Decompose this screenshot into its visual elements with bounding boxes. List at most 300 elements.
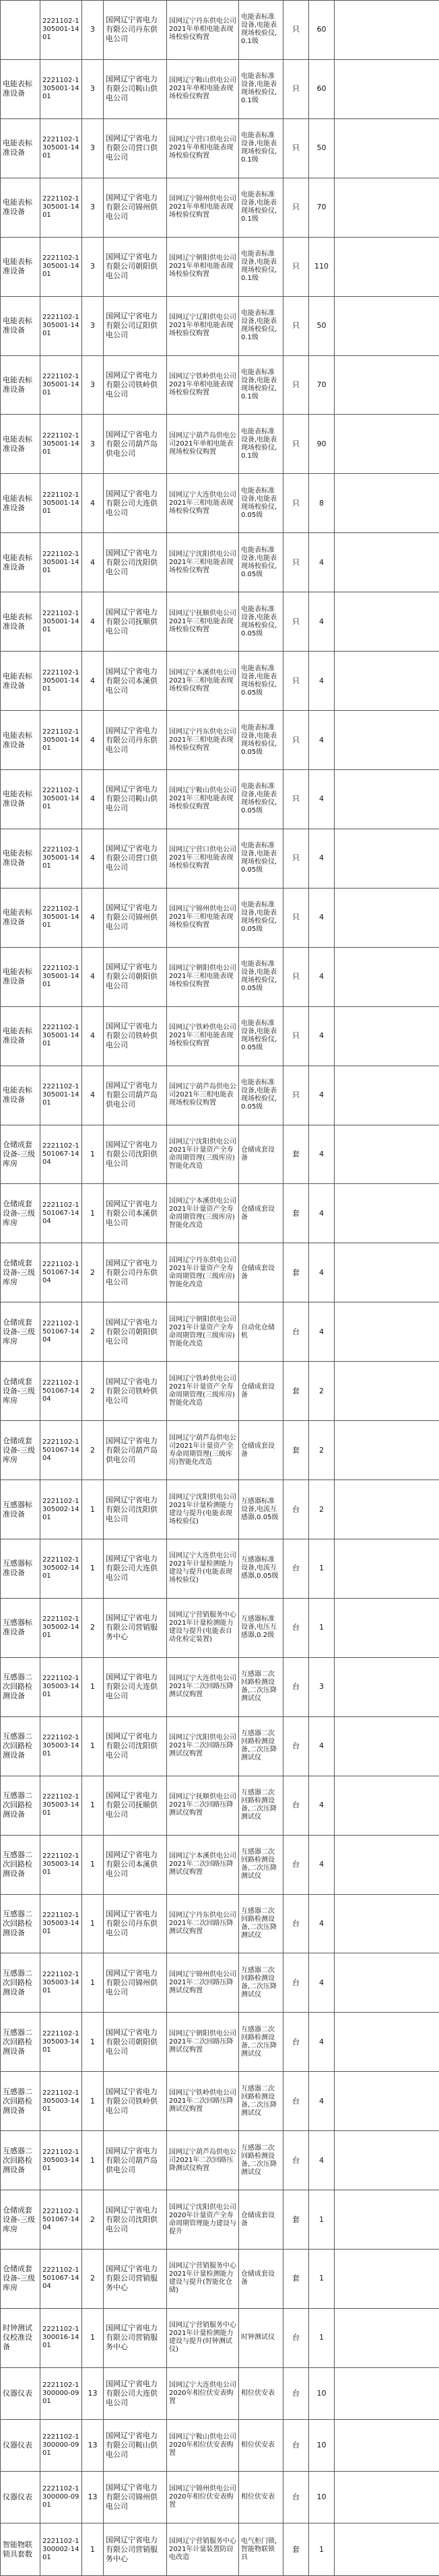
spec-cell: 互感器二次回路检测设备,二次压降测试仪: [239, 1894, 283, 1953]
spec-cell: 仓储成套设备: [239, 1184, 283, 1243]
project-name-cell: 国网辽宁锦州供电公司2021年三相电能表现场校验仪购置: [167, 888, 239, 947]
company-cell: 国网辽宁省电力有限公司大连供电公司: [104, 474, 167, 533]
blank-cell: [335, 355, 439, 415]
table-row: [1, 1480, 439, 1539]
table-row: [1, 1243, 439, 1302]
quantity-cell: 4: [309, 888, 335, 947]
company-cell: 国网辽宁省电力有限公司丹东供电公司: [104, 711, 167, 770]
lot-number-cell: 1: [82, 1776, 104, 1835]
spec-cell: 仓储成套设备: [239, 1421, 283, 1480]
material-code-cell: 2221102-1305001-1401: [40, 474, 82, 533]
unit-cell: 只: [283, 769, 309, 829]
unit-cell: 套: [283, 1362, 309, 1421]
material-name-cell: 电能表标准设备: [1, 769, 40, 829]
material-name-cell: 电能表标准设备: [1, 178, 40, 237]
quantity-cell: 70: [309, 355, 335, 415]
quantity-cell: 60: [309, 59, 335, 118]
material-name-cell: 电能表标准设备: [1, 237, 40, 296]
project-name-cell: 国网辽宁锦州供电公司2021年单相电能表现场校验仪购置: [167, 178, 239, 237]
project-name-cell: 国网辽宁铁岭供电公司2021年单相电能表现场校验仪购置: [167, 355, 239, 415]
unit-cell: 只: [283, 1066, 309, 1125]
blank-cell: [335, 1362, 439, 1421]
blank-cell: [335, 1480, 439, 1539]
blank-cell: [335, 1894, 439, 1953]
company-cell: 国网辽宁省电力有限公司丹东供电公司: [104, 1894, 167, 1953]
material-code-cell: 2221102-1305001-1401: [40, 1006, 82, 1066]
blank-cell: [335, 178, 439, 237]
company-cell: 国网辽宁省电力有限公司朝阳供电公司: [104, 2013, 167, 2072]
lot-number-cell: 2: [82, 1243, 104, 1302]
blank-cell: [335, 1716, 439, 1776]
project-name-cell: 国网辽宁大连供电公司2020年相位伏安表购置: [167, 2367, 239, 2419]
company-cell: 国网辽宁省电力有限公司大连供电公司: [104, 1539, 167, 1598]
spec-cell: 互感器二次回路检测设备,二次压降测试仪: [239, 2131, 283, 2190]
material-code-cell: 2221102-1300000-0901: [40, 2472, 82, 2523]
lot-number-cell: 1: [82, 2523, 104, 2576]
lot-number-cell: 1: [82, 1125, 104, 1184]
company-cell: 国网辽宁省电力有限公司营销服务中心: [104, 1598, 167, 1657]
spec-cell: 互感器二次回路检测设备,二次压降测试仪: [239, 1835, 283, 1894]
quantity-cell: 8: [309, 474, 335, 533]
material-code-cell: 2221102-1305001-1401: [40, 1, 82, 60]
project-name-cell: 国网辽宁大连供电公司2021年计量检测能力建设与提升(电能表现场校验仪): [167, 1539, 239, 1598]
project-name-cell: 国网辽宁葫芦岛供电公司2021年单相电能表现场校验仪购置: [167, 415, 239, 474]
spec-cell: 仓储成套设备: [239, 1243, 283, 1302]
unit-cell: 套: [283, 1421, 309, 1480]
blank-cell: [335, 711, 439, 770]
spec-cell: 电能表标准设备,电能表现场校验仪,0.05级: [239, 711, 283, 770]
project-name-cell: 国网辽宁丹东供电公司2021年二次回路压降测试仪购置: [167, 1894, 239, 1953]
quantity-cell: 4: [309, 1776, 335, 1835]
blank-cell: [335, 2308, 439, 2367]
material-code-cell: 2221102-1305003-1401: [40, 1953, 82, 2013]
spec-cell: 仓储成套设备: [239, 2250, 283, 2309]
material-name-cell: 互感器二次回路检测设备: [1, 1953, 40, 2013]
material-code-cell: 2221102-1305003-1401: [40, 2013, 82, 2072]
project-name-cell: 国网辽宁本溪供电公司2021年三相电能表现场校验仪购置: [167, 652, 239, 711]
unit-cell: 台: [283, 1776, 309, 1835]
quantity-cell: 60: [309, 1, 335, 60]
material-name-cell: 电能表标准设备: [1, 59, 40, 118]
material-name-cell: 仓储成套设备-三级库房: [1, 1125, 40, 1184]
spec-cell: 电能表标准设备,电能表现场校验仪,0.1级: [239, 415, 283, 474]
spec-cell: 时钟测试仪: [239, 2308, 283, 2367]
material-code-cell: 2221102-1501067-1404: [40, 2250, 82, 2309]
table-row: [1, 533, 439, 592]
table-row: [1, 769, 439, 829]
unit-cell: 只: [283, 59, 309, 118]
table-row: [1, 2250, 439, 2309]
table-row: [1, 2308, 439, 2367]
company-cell: 国网辽宁省电力有限公司沈阳供电公司: [104, 533, 167, 592]
material-code-cell: 2221102-1305003-1401: [40, 2072, 82, 2131]
table-row: [1, 2472, 439, 2523]
material-name-cell: 互感器二次回路检测设备: [1, 1894, 40, 1953]
project-name-cell: 国网辽宁大连供电公司2021年二次回路压降测试仪购置: [167, 1657, 239, 1716]
material-name-cell: 仓储成套设备-三级库房: [1, 1362, 40, 1421]
spec-cell: 互感器二次回路检测设备,二次压降测试仪: [239, 1953, 283, 2013]
material-code-cell: 2221102-1305002-1401: [40, 1598, 82, 1657]
blank-cell: [335, 1776, 439, 1835]
spec-cell: 电能表标准设备,电能表现场校验仪,0.1级: [239, 237, 283, 296]
quantity-cell: 4: [309, 1184, 335, 1243]
material-name-cell: 互感器二次回路检测设备: [1, 1776, 40, 1835]
lot-number-cell: 1: [82, 1716, 104, 1776]
company-cell: 国网辽宁省电力有限公司铁岭供电公司: [104, 1006, 167, 1066]
blank-cell: [335, 1125, 439, 1184]
quantity-cell: 4: [309, 769, 335, 829]
company-cell: 国网辽宁省电力有限公司鞍山供电公司: [104, 2420, 167, 2472]
quantity-cell: 4: [309, 829, 335, 888]
material-name-cell: 仓储成套设备-三级库房: [1, 1184, 40, 1243]
company-cell: 国网辽宁省电力有限公司沈阳供电公司: [104, 1716, 167, 1776]
table-row: [1, 1598, 439, 1657]
quantity-cell: 1: [309, 2250, 335, 2309]
company-cell: 国网辽宁省电力有限公司沈阳供电公司: [104, 1125, 167, 1184]
table-row: [1, 1657, 439, 1716]
unit-cell: 台: [283, 2308, 309, 2367]
blank-cell: [335, 888, 439, 947]
blank-cell: [335, 2472, 439, 2523]
blank-cell: [335, 947, 439, 1006]
blank-cell: [335, 2013, 439, 2072]
quantity-cell: 4: [309, 947, 335, 1006]
table-row: [1, 1066, 439, 1125]
material-name-cell: 互感器标准设备: [1, 1480, 40, 1539]
material-name-cell: 仪器仪表: [1, 2420, 40, 2472]
table-row: [1, 296, 439, 355]
unit-cell: 台: [283, 2420, 309, 2472]
blank-cell: [335, 1, 439, 60]
quantity-cell: 50: [309, 296, 335, 355]
project-name-cell: 国网辽宁朝阳供电公司2021年单相电能表现场校验仪购置: [167, 237, 239, 296]
table-row: [1, 2013, 439, 2072]
material-name-cell: 仓储成套设备-三级库房: [1, 2190, 40, 2250]
material-code-cell: 2221102-1305001-1401: [40, 237, 82, 296]
unit-cell: 只: [283, 415, 309, 474]
quantity-cell: 90: [309, 415, 335, 474]
quantity-cell: 1: [309, 1598, 335, 1657]
project-name-cell: 国网辽宁锦州供电公司2021年二次回路压降测试仪购置: [167, 1953, 239, 2013]
quantity-cell: 70: [309, 178, 335, 237]
blank-cell: [335, 1598, 439, 1657]
material-name-cell: 互感器二次回路检测设备: [1, 1716, 40, 1776]
quantity-cell: 1: [309, 2523, 335, 2576]
material-code-cell: 2221102-1305003-1401: [40, 1776, 82, 1835]
table-row: [1, 2072, 439, 2131]
project-name-cell: 国网辽宁辽阳供电公司2021年单相电能表现场校验仪购置: [167, 296, 239, 355]
spec-cell: 相位伏安表: [239, 2367, 283, 2419]
table-row: [1, 592, 439, 652]
company-cell: 国网辽宁省电力有限公司营销服务中心: [104, 2308, 167, 2367]
project-name-cell: 国网辽宁营销服务中心2021年计量检测能力建设与提升(时钟测试仪): [167, 2308, 239, 2367]
company-cell: 国网辽宁省电力有限公司鞍山供电公司: [104, 769, 167, 829]
lot-number-cell: 4: [82, 1006, 104, 1066]
project-name-cell: 国网辽宁鞍山供电公司2021年单相电能表现场校验仪购置: [167, 59, 239, 118]
quantity-cell: 10: [309, 2367, 335, 2419]
company-cell: 国网辽宁省电力有限公司沈阳供电公司: [104, 1480, 167, 1539]
material-code-cell: 2221102-1305001-1401: [40, 355, 82, 415]
blank-cell: [335, 769, 439, 829]
company-cell: 国网辽宁省电力有限公司营销服务中心: [104, 2250, 167, 2309]
company-cell: 国网辽宁省电力有限公司本溪供电公司: [104, 652, 167, 711]
quantity-cell: 10: [309, 2472, 335, 2523]
project-name-cell: 国网辽宁营销服务中心2021年计量检测能力建设与提升(电能表自动化检定装置): [167, 1598, 239, 1657]
quantity-cell: 2: [309, 1421, 335, 1480]
spec-cell: 仓储成套设备: [239, 1362, 283, 1421]
project-name-cell: 国网辽宁葫芦岛供电公司2021年二次回路压降测试仪购置: [167, 2131, 239, 2190]
spec-cell: 仓储成套设备: [239, 1125, 283, 1184]
project-name-cell: 国网辽宁本溪供电公司2021年计量资产全寿命周期管理(三级库房)智能化改造: [167, 1184, 239, 1243]
spec-cell: 相位伏安表: [239, 2472, 283, 2523]
project-name-cell: 国网辽宁沈阳供电公司2021年计量资产全寿命周期管理(三级库房)智能化改造: [167, 1125, 239, 1184]
material-code-cell: 2221102-1305001-1401: [40, 592, 82, 652]
unit-cell: 只: [283, 118, 309, 178]
project-name-cell: 国网辽宁丹东供电公司2021年单相电能表现场校验仪购置: [167, 1, 239, 60]
lot-number-cell: 2: [82, 2190, 104, 2250]
lot-number-cell: 1: [82, 2308, 104, 2367]
table-row: [1, 1, 439, 60]
blank-cell: [335, 652, 439, 711]
table-row: [1, 355, 439, 415]
blank-cell: [335, 2523, 439, 2576]
lot-number-cell: 1: [82, 2131, 104, 2190]
material-name-cell: 互感器二次回路检测设备: [1, 1835, 40, 1894]
table-row: [1, 1835, 439, 1894]
company-cell: 国网辽宁省电力有限公司营口供电公司: [104, 118, 167, 178]
quantity-cell: 4: [309, 1006, 335, 1066]
blank-cell: [335, 533, 439, 592]
spec-cell: 互感器标准设备,电流互感器,0.05级: [239, 1539, 283, 1598]
material-code-cell: 2221102-1305001-1401: [40, 652, 82, 711]
company-cell: 国网辽宁省电力有限公司朝阳供电公司: [104, 1302, 167, 1362]
quantity-cell: 1: [309, 2190, 335, 2250]
spec-cell: 互感器二次回路检测设备,二次压降测试仪: [239, 1776, 283, 1835]
project-name-cell: 国网辽宁葫芦岛供电公司2021年计量资产全寿命周期管理(三级库房)智能化改造: [167, 1421, 239, 1480]
material-name-cell: 电能表标准设备: [1, 652, 40, 711]
quantity-cell: 50: [309, 118, 335, 178]
unit-cell: 只: [283, 652, 309, 711]
blank-cell: [335, 1302, 439, 1362]
unit-cell: 套: [283, 1184, 309, 1243]
blank-cell: [335, 296, 439, 355]
company-cell: 国网辽宁省电力有限公司营口供电公司: [104, 829, 167, 888]
blank-cell: [335, 2367, 439, 2419]
unit-cell: 只: [283, 355, 309, 415]
table-row: [1, 1716, 439, 1776]
company-cell: 国网辽宁省电力有限公司丹东供电公司: [104, 1, 167, 60]
project-name-cell: 国网辽宁沈阳供电公司2021年二次回路压降测试仪购置: [167, 1716, 239, 1776]
lot-number-cell: 13: [82, 2367, 104, 2419]
project-name-cell: 国网辽宁铁岭供电公司2021年计量资产全寿命周期管理(三级库房)智能化改造: [167, 1362, 239, 1421]
project-name-cell: 国网辽宁锦州供电公司2020年相位伏安表购置: [167, 2472, 239, 2523]
unit-cell: 套: [283, 1125, 309, 1184]
material-code-cell: 2221102-1300002-1401: [40, 2523, 82, 2576]
blank-cell: [335, 415, 439, 474]
material-code-cell: 2221102-1305001-1401: [40, 829, 82, 888]
blank-cell: [335, 1539, 439, 1598]
table-row: [1, 1302, 439, 1362]
material-name-cell: 仪器仪表: [1, 2472, 40, 2523]
table-row: [1, 888, 439, 947]
spec-cell: 相位伏安表: [239, 2420, 283, 2472]
project-name-cell: 国网辽宁营口供电公司2021年三相电能表现场校验仪购置: [167, 829, 239, 888]
lot-number-cell: 4: [82, 769, 104, 829]
spec-cell: 电能表标准设备,电能表现场校验仪,0.05级: [239, 533, 283, 592]
quantity-cell: 4: [309, 1066, 335, 1125]
material-name-cell: 电能表标准设备: [1, 888, 40, 947]
lot-number-cell: 3: [82, 178, 104, 237]
lot-number-cell: 3: [82, 355, 104, 415]
company-cell: 国网辽宁省电力有限公司葫芦岛供电公司: [104, 415, 167, 474]
company-cell: 国网辽宁省电力有限公司锦州供电公司: [104, 1953, 167, 2013]
table-row: [1, 59, 439, 118]
project-name-cell: 国网辽宁沈阳供电公司2020年计量资产全寿命周期管理能力建设与提升: [167, 2190, 239, 2250]
blank-cell: [335, 2190, 439, 2250]
quantity-cell: 4: [309, 2013, 335, 2072]
material-code-cell: 2221102-1305001-1401: [40, 59, 82, 118]
unit-cell: 只: [283, 474, 309, 533]
unit-cell: 台: [283, 1894, 309, 1953]
company-cell: 国网辽宁省电力有限公司锦州供电公司: [104, 178, 167, 237]
table-row: [1, 1539, 439, 1598]
company-cell: 国网辽宁省电力有限公司铁岭供电公司: [104, 1362, 167, 1421]
material-name-cell: 电能表标准设备: [1, 1006, 40, 1066]
material-code-cell: 2221102-1300000-0901: [40, 2367, 82, 2419]
project-name-cell: 国网辽宁营口供电公司2021年单相电能表现场校验仪购置: [167, 118, 239, 178]
quantity-cell: 1: [309, 1539, 335, 1598]
unit-cell: 台: [283, 1539, 309, 1598]
unit-cell: 台: [283, 1716, 309, 1776]
project-name-cell: 国网辽宁葫芦岛供电公司2021年三相电能表现场校验仪购置: [167, 1066, 239, 1125]
lot-number-cell: 4: [82, 711, 104, 770]
unit-cell: 台: [283, 2472, 309, 2523]
material-name-cell: 电能表标准设备: [1, 296, 40, 355]
company-cell: 国网辽宁省电力有限公司葫芦岛供电公司: [104, 1066, 167, 1125]
project-name-cell: 国网辽宁沈阳供电公司2021年计量检测能力建设与提升(电能表现场校验仪): [167, 1480, 239, 1539]
material-code-cell: 2221102-1305002-1401: [40, 1480, 82, 1539]
lot-number-cell: 1: [82, 1184, 104, 1243]
table-row: [1, 2523, 439, 2576]
project-name-cell: 国网辽宁铁岭供电公司2021年二次回路压降测试仪购置: [167, 2072, 239, 2131]
blank-cell: [335, 474, 439, 533]
lot-number-cell: 3: [82, 237, 104, 296]
project-name-cell: 国网辽宁朝阳供电公司2021年二次回路压降测试仪购置: [167, 2013, 239, 2072]
material-name-cell: 电能表标准设备: [1, 533, 40, 592]
company-cell: 国网辽宁省电力有限公司本溪供电公司: [104, 1835, 167, 1894]
spec-cell: 互感器二次回路检测设备,二次压降测试仪: [239, 2072, 283, 2131]
material-name-cell: 智能物联锁具套数: [1, 2523, 40, 2576]
quantity-cell: 4: [309, 711, 335, 770]
unit-cell: 只: [283, 1006, 309, 1066]
quantity-cell: 4: [309, 1125, 335, 1184]
lot-number-cell: 4: [82, 533, 104, 592]
project-name-cell: 国网辽宁丹东供电公司2021年计量资产全寿命周期管理(三级库房)智能化改造: [167, 1243, 239, 1302]
material-code-cell: 2221102-1305002-1401: [40, 1539, 82, 1598]
company-cell: 国网辽宁省电力有限公司抚顺供电公司: [104, 1776, 167, 1835]
unit-cell: 只: [283, 533, 309, 592]
table-row: [1, 711, 439, 770]
material-code-cell: 2221102-1305003-1401: [40, 2131, 82, 2190]
blank-cell: [335, 2072, 439, 2131]
project-name-cell: 国网辽宁抚顺供电公司2021年二次回路压降测试仪购置: [167, 1776, 239, 1835]
material-code-cell: 2221102-1305003-1401: [40, 1716, 82, 1776]
company-cell: 国网辽宁省电力有限公司沈阳供电公司: [104, 2190, 167, 2250]
material-code-cell: 2221102-1305003-1401: [40, 1894, 82, 1953]
blank-cell: [335, 1421, 439, 1480]
lot-number-cell: 4: [82, 829, 104, 888]
material-name-cell: 电能表标准设备: [1, 1066, 40, 1125]
material-code-cell: 2221102-1305003-1401: [40, 1835, 82, 1894]
spec-cell: 电能表标准设备,电能表现场校验仪,0.1级: [239, 355, 283, 415]
table-row: [1, 829, 439, 888]
spec-cell: 电能表标准设备,电能表现场校验仪,0.05级: [239, 947, 283, 1006]
unit-cell: 台: [283, 1835, 309, 1894]
material-name-cell: 互感器二次回路检测设备: [1, 1657, 40, 1716]
spec-cell: 电能表标准设备,电能表现场校验仪,0.05级: [239, 592, 283, 652]
spec-cell: 电气柜门锁,智能物联锁具: [239, 2523, 283, 2576]
spec-cell: 仓储成套设备: [239, 2190, 283, 2250]
lot-number-cell: 4: [82, 1066, 104, 1125]
blank-cell: [335, 592, 439, 652]
table-row: [1, 1953, 439, 2013]
company-cell: 国网辽宁省电力有限公司铁岭供电公司: [104, 2072, 167, 2131]
material-code-cell: 2221102-1305001-1401: [40, 888, 82, 947]
project-name-cell: 国网辽宁沈阳供电公司2021年三相电能表现场校验仪购置: [167, 533, 239, 592]
unit-cell: 台: [283, 2131, 309, 2190]
material-code-cell: 2221102-1305001-1401: [40, 296, 82, 355]
lot-number-cell: 4: [82, 947, 104, 1006]
material-name-cell: 电能表标准设备: [1, 355, 40, 415]
lot-number-cell: 3: [82, 1, 104, 60]
unit-cell: 只: [283, 947, 309, 1006]
spec-cell: 互感器标准设备,电流互感器,0.05级: [239, 1480, 283, 1539]
unit-cell: 台: [283, 1657, 309, 1716]
lot-number-cell: 1: [82, 1894, 104, 1953]
quantity-cell: 4: [309, 652, 335, 711]
unit-cell: 只: [283, 711, 309, 770]
blank-cell: [335, 118, 439, 178]
company-cell: 国网辽宁省电力有限公司朝阳供电公司: [104, 237, 167, 296]
quantity-cell: 4: [309, 2131, 335, 2190]
material-name-cell: 互感器标准设备: [1, 1539, 40, 1598]
material-code-cell: 2221102-1305001-1401: [40, 118, 82, 178]
table-body: [1, 1, 439, 2576]
spec-cell: 电能表标准设备,电能表现场校验仪,0.1级: [239, 1, 283, 60]
material-name-cell: 电能表标准设备: [1, 711, 40, 770]
table-row: [1, 1125, 439, 1184]
table-row: [1, 2190, 439, 2250]
lot-number-cell: 3: [82, 59, 104, 118]
table-row: [1, 1184, 439, 1243]
lot-number-cell: 1: [82, 1835, 104, 1894]
table-row: [1, 2420, 439, 2472]
company-cell: 国网辽宁省电力有限公司朝阳供电公司: [104, 947, 167, 1006]
unit-cell: 套: [283, 2190, 309, 2250]
company-cell: 国网辽宁省电力有限公司葫芦岛供电公司: [104, 1421, 167, 1480]
quantity-cell: 110: [309, 237, 335, 296]
company-cell: 国网辽宁省电力有限公司本溪供电公司: [104, 1184, 167, 1243]
spec-cell: 电能表标准设备,电能表现场校验仪,0.05级: [239, 474, 283, 533]
lot-number-cell: 3: [82, 415, 104, 474]
material-code-cell: 2221102-1305001-1401: [40, 711, 82, 770]
unit-cell: 只: [283, 592, 309, 652]
lot-number-cell: 1: [82, 2072, 104, 2131]
blank-cell: [335, 1184, 439, 1243]
lot-number-cell: 2: [82, 2250, 104, 2309]
company-cell: 国网辽宁省电力有限公司营销服务中心: [104, 2523, 167, 2576]
company-cell: 国网辽宁省电力有限公司铁岭供电公司: [104, 355, 167, 415]
